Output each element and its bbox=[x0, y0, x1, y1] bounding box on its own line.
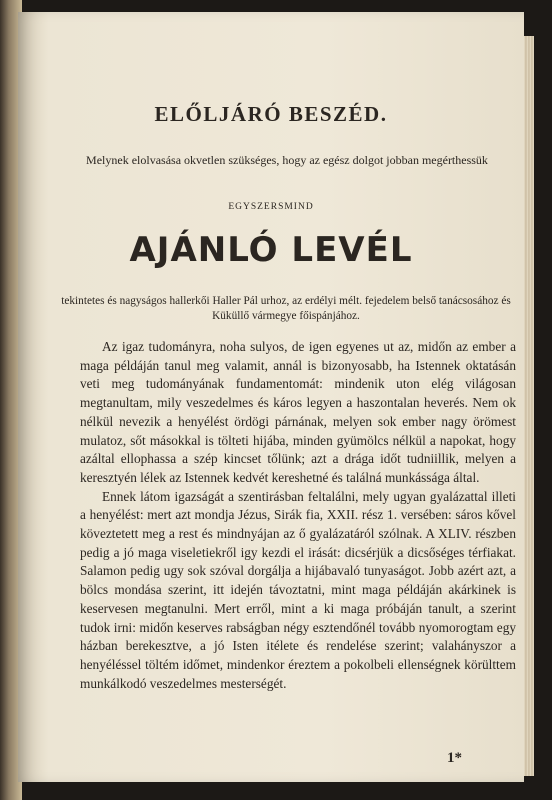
paragraph: Ennek látom igazságát a szentirásban feltalálni, mely ugyan gyalázattal illeti a henyélést: mert azt mondja Jézus, Sirák fia, XXII. rész 1. versében: sáros kővel köveztetett meg a rest és mindnyájan az ő gyalázatáról szólnak. A XLIV. részben pedig a jó maga viseletiekről igy kezdi el irását: dicsérjük a dicsőséges térfiakat. Salamon pedig ugy sok szóval dorgálja a hijábavaló tunyaságot. Jobb azért azt, a bölcs mondása szerint, itt idején távoztatni, mint maga példáján akárkinek is keservesen megtanulni. Mert erről, mint a ki maga próbáján tanult, a szerint tudok irni: midőn keserves rabságban négy esztendőnél tovább nyomorogtam egy házban berekesztve, a jó Isten itélete és rendelése szerint; valahányszor a henyéléssel töltém időmet, mindenkor éreztem a pokolbeli ellenségnek körülttem munkálkodó veszedelmes mesterségét. bbox=[80, 488, 516, 691]
paragraph: Az igaz tudományra, noha sulyos, de igen egyenes ut az, midőn az ember a maga példáján tanul meg valamit, annál is bizonyosabb, ha Istennek oktatásán veti meg tudományának fundamentomát: mindenik uton elég világosan megtanultam, mily veszedelmes és káros legyen a haszontalan heverés. Nem ok nélkül nevezik a henyélést ördögi párnának, melyen sok ember nagy örömest mulatoz, sőt másokkal is tölteti hijába, minden gyümölcs nélkül a napokat, hogy azáltal ellophassa a szép kincset tőlünk; azt a drága időt tudniillik, melyen a keresztyén lélek az Istennek kedvét kereshetné és találná munkássága által. bbox=[80, 339, 516, 485]
dedication-line: tekintetes és nagyságos hallerkői Haller Pál urhoz, az erdélyi mélt. fejedelem belső tanácsosához és Küküllő vármegye főispánjához. bbox=[61, 295, 511, 322]
section-heading: AJÁNLÓ LEVÉL bbox=[129, 230, 413, 270]
page-title: ELŐLJÁRÓ BESZÉD. bbox=[154, 102, 388, 126]
connector-word: EGYSZERSMIND bbox=[228, 202, 314, 212]
page-number: 1* bbox=[447, 750, 462, 766]
body-text bbox=[80, 338, 516, 693]
book-page bbox=[18, 12, 524, 782]
subtitle: Melynek elolvasása okvetlen szükséges, hogy az egész dolgot jobban megérthessük bbox=[86, 153, 488, 167]
